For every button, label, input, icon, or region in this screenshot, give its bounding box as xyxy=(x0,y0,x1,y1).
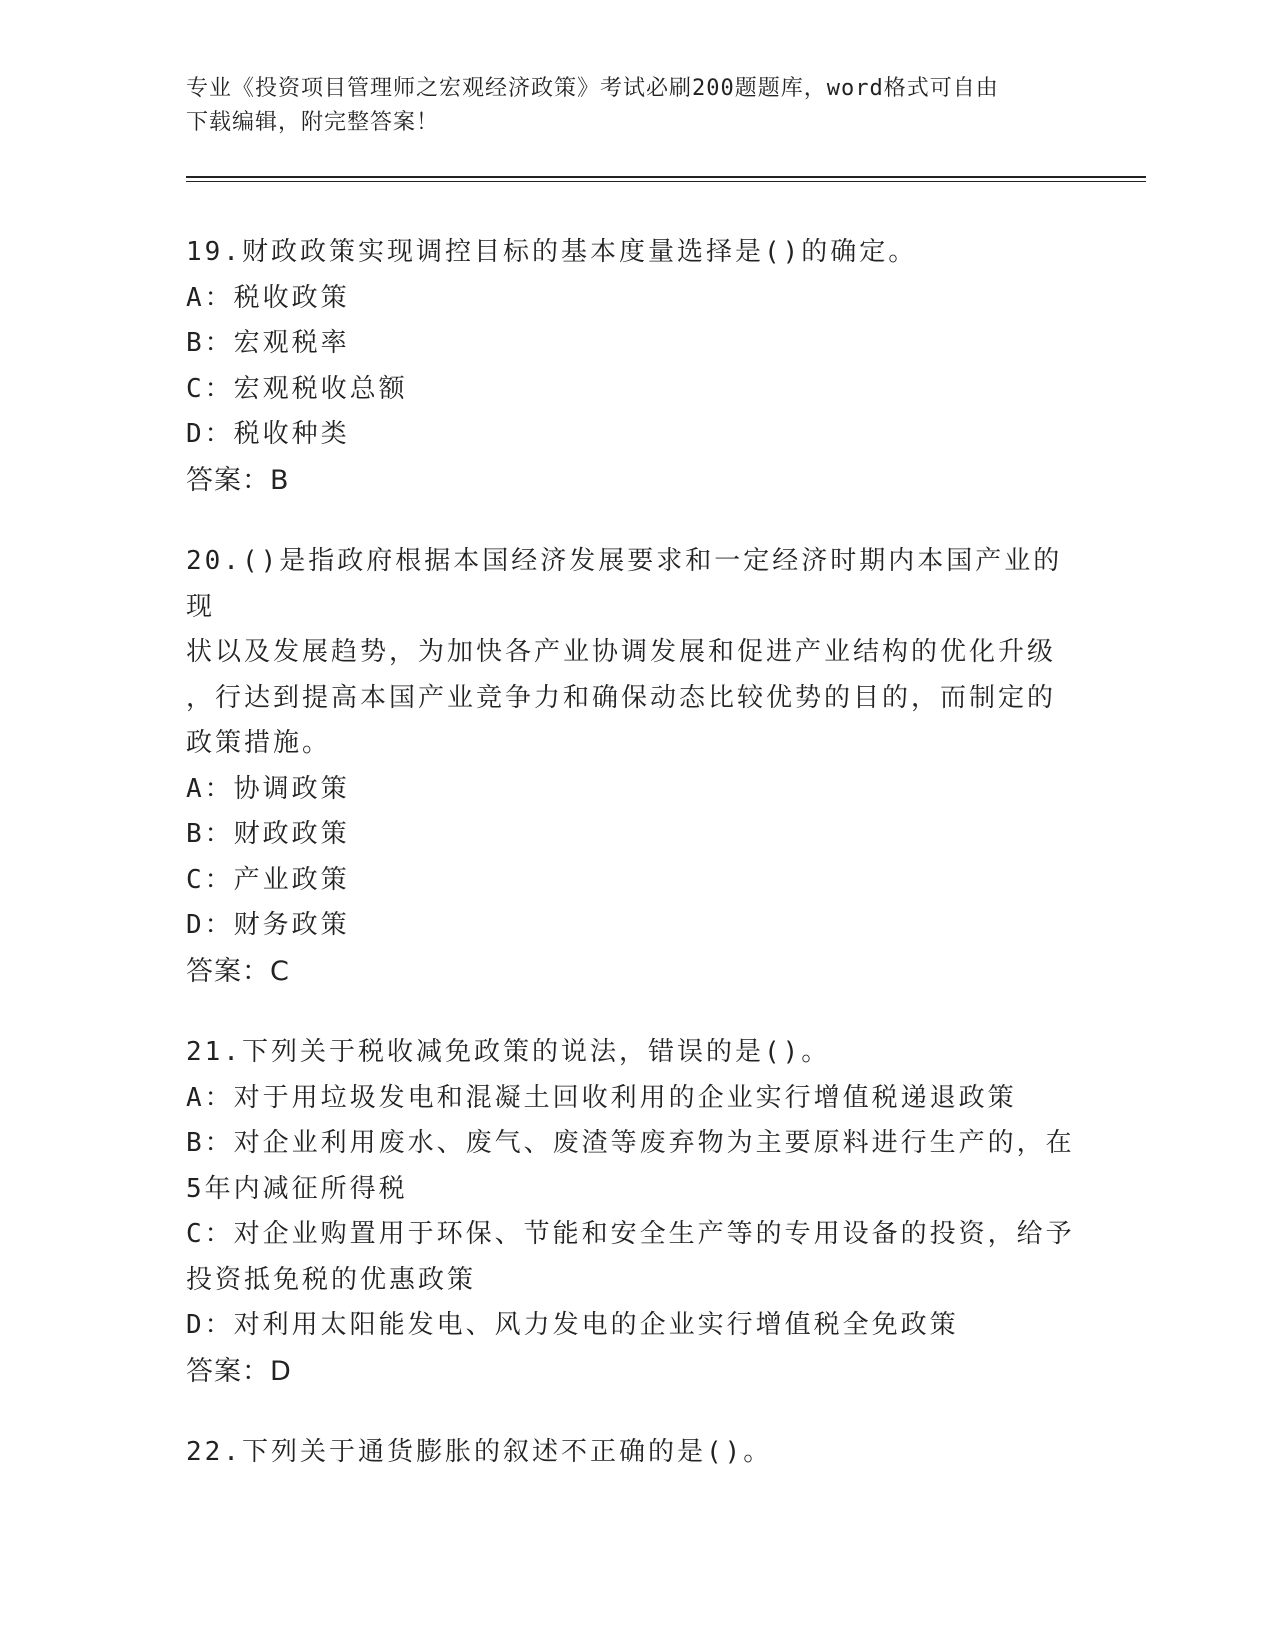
question-21 xyxy=(186,1030,1086,1394)
question-22 xyxy=(186,1430,1086,1476)
option-a: A：对于用垃圾发电和混凝土回收利用的企业实行增值税递退政策 xyxy=(186,1082,1017,1113)
question-list xyxy=(186,230,1086,1512)
question-stem: 状以及发展趋势，为加快各产业协调发展和促进产业结构的优化升级 xyxy=(186,637,1057,667)
option-c: C：宏观税收总额 xyxy=(186,373,408,404)
question-stem: ，行达到提高本国产业竞争力和确保动态比较优势的目的，而制定的 xyxy=(186,682,1057,713)
header-divider-thin xyxy=(186,181,1146,182)
question-stem: 22.下列关于通货膨胀的叙述不正确的是()。 xyxy=(186,1437,773,1467)
answer: 答案：C xyxy=(186,955,290,987)
header-line-2: 下载编辑，附完整答案！ xyxy=(186,110,440,135)
option-c: C：产业政策 xyxy=(186,864,350,895)
option-c: C：对企业购置用于环保、节能和安全生产等的专用设备的投资，给予 投资抵免税的优惠政策 xyxy=(186,1219,1075,1295)
answer: 答案：D xyxy=(186,1355,292,1387)
question-stem: 19.财政政策实现调控目标的基本度量选择是()的确定。 xyxy=(186,237,918,267)
option-d: D：对利用太阳能发电、风力发电的企业实行增值税全免政策 xyxy=(186,1310,959,1340)
option-b: B：财政政策 xyxy=(186,819,350,849)
option-a: A：协调政策 xyxy=(186,773,350,804)
option-d: D：财务政策 xyxy=(186,910,350,940)
question-stem: 政策措施。 xyxy=(186,728,332,758)
header-divider xyxy=(186,176,1146,178)
question-19 xyxy=(186,230,1086,503)
header-line-1: 专业《投资项目管理师之宏观经济政策》考试必刷200题题库，word格式可自由 xyxy=(186,76,999,101)
option-a: A：税收政策 xyxy=(186,282,350,313)
document-header xyxy=(186,72,1066,140)
option-b: B：对企业利用废水、废气、废渣等废弃物为主要原料进行生产的，在 5年内减征所得税 xyxy=(186,1128,1075,1204)
question-stem: 20.()是指政府根据本国经济发展要求和一定经济时期内本国产业的现 xyxy=(186,546,1063,622)
question-stem: 21.下列关于税收减免政策的说法，错误的是()。 xyxy=(186,1037,831,1067)
answer: 答案：B xyxy=(186,464,290,496)
option-d: D：税收种类 xyxy=(186,419,350,449)
option-b: B：宏观税率 xyxy=(186,328,350,358)
question-20 xyxy=(186,539,1086,994)
